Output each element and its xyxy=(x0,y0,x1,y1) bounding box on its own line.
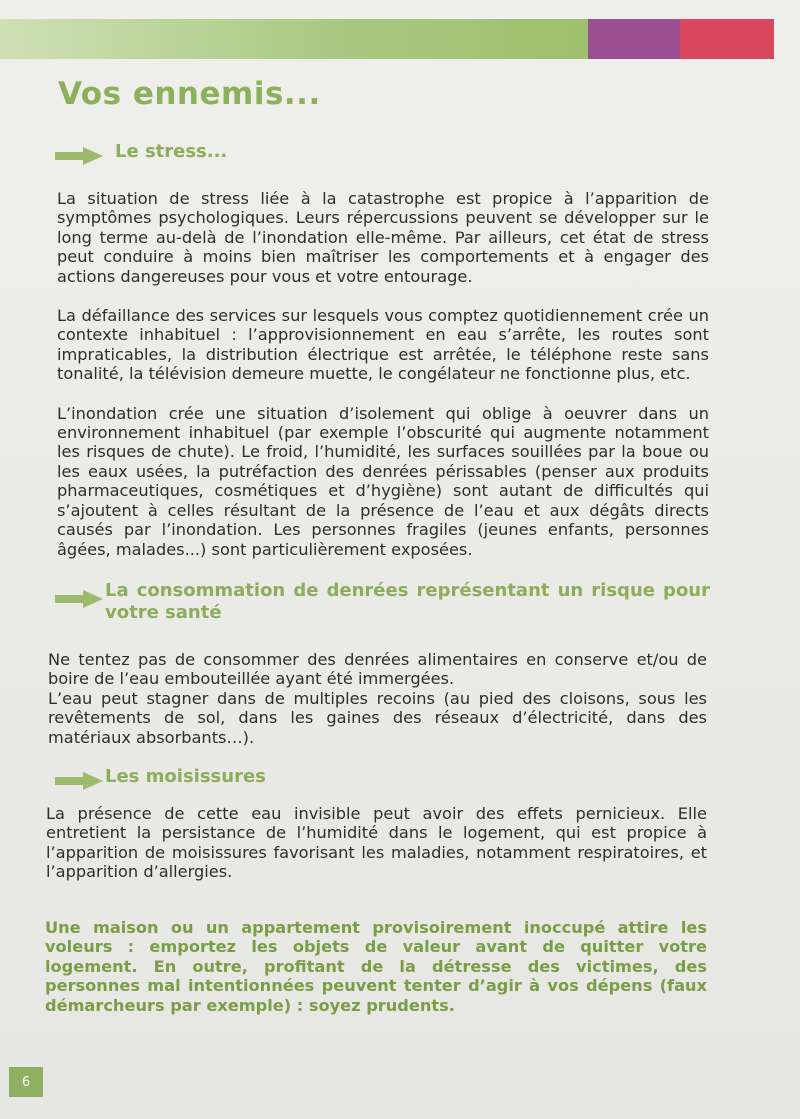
section-header xyxy=(55,141,715,171)
header-bar-green xyxy=(0,19,588,59)
section-title: Les moisissures xyxy=(105,766,266,787)
header-bar-pink xyxy=(680,19,774,59)
paragraph: La situation de stress liée à la catastrophe est propice à l’apparition de symptômes psychologiques. Leurs répercussions peuvent se développer sur le long terme au-delà de l’inondation elle-même. Par ailleurs, cet état de stress peut conduire à moins bien maîtriser les comportements et à engager des actions dangereuses pour vous et votre entourage. xyxy=(57,189,709,286)
arrow-right-icon xyxy=(55,772,103,790)
page-number: 6 xyxy=(9,1067,43,1097)
arrow-right-icon xyxy=(55,147,103,165)
paragraph: L’eau peut stagner dans de multiples recoins (au pied des cloisons, sous les revêtements de sol, dans les gaines des réseaux d’électricité, dans des matériaux absorbants…). xyxy=(48,688,707,747)
warning-text: Une maison ou un appartement provisoirement inoccupé attire les voleurs : emportez les objets de valeur avant de quitter votre logement. En outre, profitant de la détresse des victimes, des personnes mal intentionnées peuvent tenter d’agir à vos dépens (faux démarcheurs par exemple) : soyez prudents. xyxy=(45,918,707,1015)
paragraph: L’inondation crée une situation d’isolement qui oblige à oeuvrer dans un environnement inhabituel (par exemple l’obscurité qui augmente notamment les risques de chute). Le froid, l’humidité, les surfaces souillées par la boue ou les eaux usées, la putréfaction des denrées périssables (penser aux produits pharmaceutiques, cosmétiques et d’hygiène) sont autant de difficultés qui s’ajoutent à celles résultant de la présence de l’eau et aux dégâts directs causés par l’inondation. Les personnes fragiles (jeunes enfants, personnes âgées, malades...) sont particulièrement exposées. xyxy=(57,403,709,559)
section-title: La consommation de denrées représentant un risque pour votre santé xyxy=(105,580,710,623)
paragraph: Ne tentez pas de consommer des denrées alimentaires en conserve et/ou de boire de l’eau embouteillée ayant été immergées. xyxy=(48,650,707,689)
section-header xyxy=(55,766,715,796)
section-header xyxy=(55,580,715,626)
header-bar-purple xyxy=(588,19,680,59)
arrow-right-icon xyxy=(55,590,103,608)
paragraph: La défaillance des services sur lesquels vous comptez quotidiennement crée un contexte inhabituel : l’approvisionnement en eau s’arrête, les routes sont impraticables, la distribution électrique est arrêtée, le téléphone reste sans tonalité, la télévision demeure muette, le congélateur ne fonctionne plus, etc. xyxy=(57,306,709,384)
page-title: Vos ennemis... xyxy=(58,76,321,112)
section-food xyxy=(48,580,715,747)
section-stress xyxy=(55,141,715,559)
paragraph: La présence de cette eau invisible peut avoir des effets pernicieux. Elle entretient la persistance de l’humidité dans le logement, qui est propice à l’apparition de moisissures favorisant les maladies, notamment respiratoires, et l’apparition d’allergies. xyxy=(46,804,707,882)
section-title: Le stress... xyxy=(115,141,228,162)
section-mold xyxy=(46,766,715,882)
